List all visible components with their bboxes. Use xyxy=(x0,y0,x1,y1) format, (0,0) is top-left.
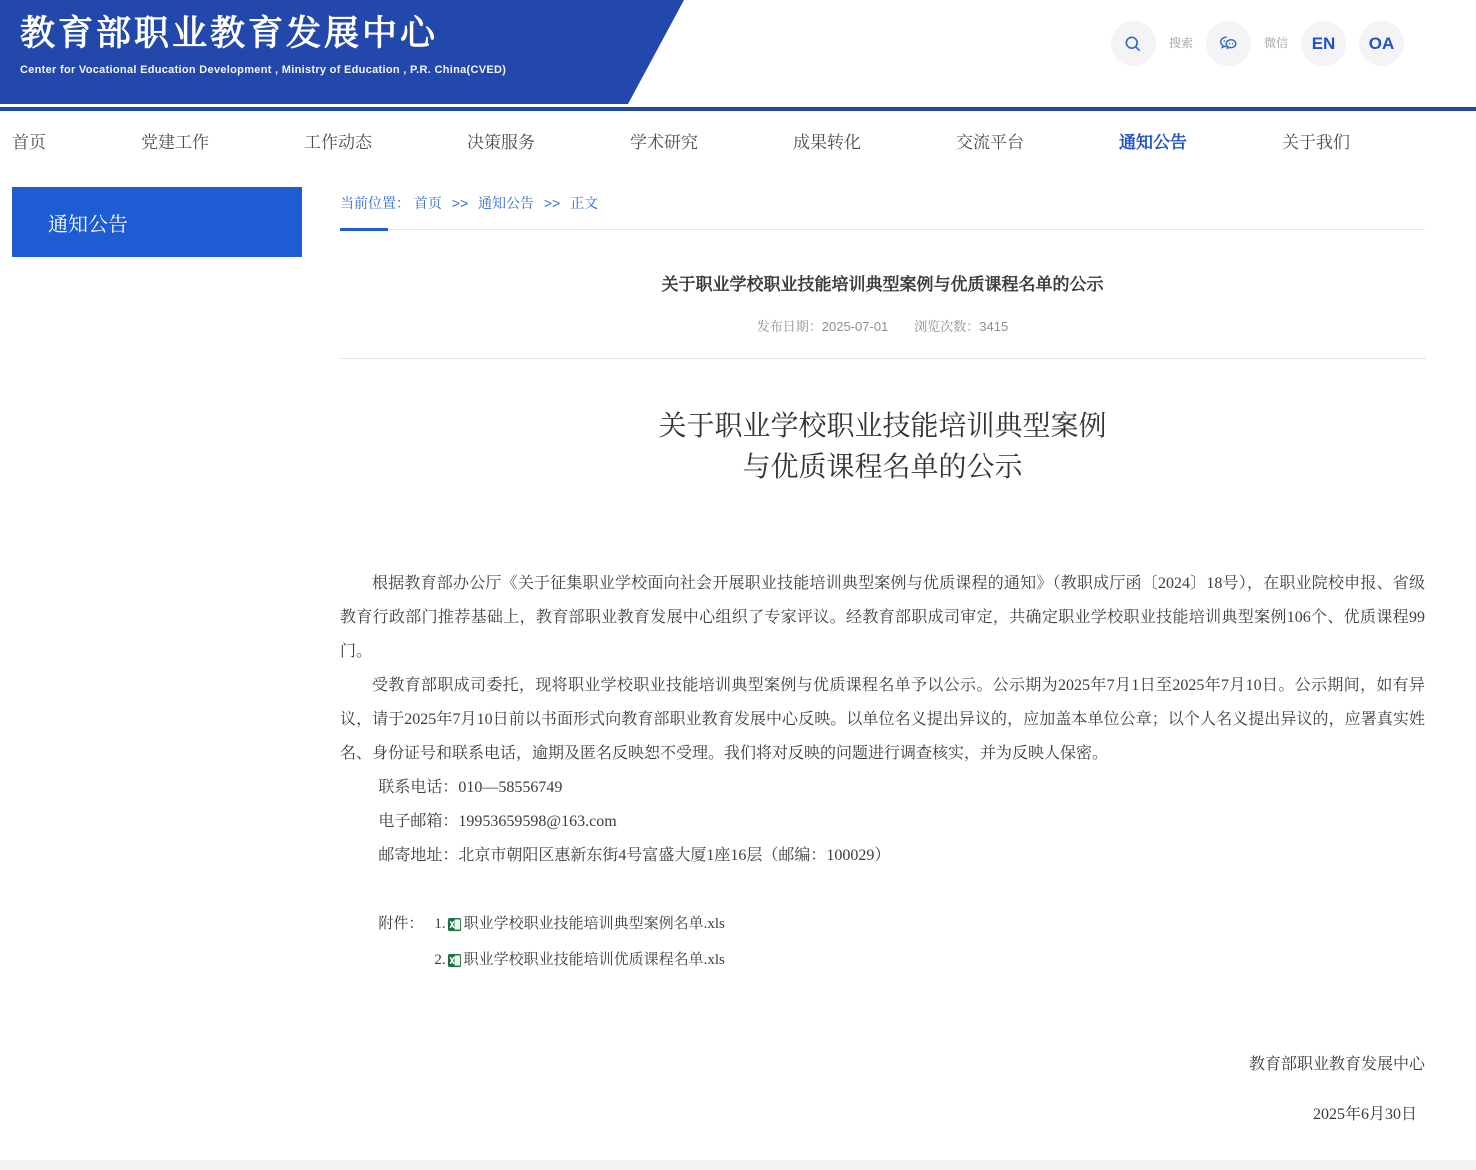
excel-file-icon xyxy=(447,953,462,968)
breadcrumb-separator: >> xyxy=(543,195,561,211)
site-logo[interactable] xyxy=(20,10,506,76)
article-meta xyxy=(340,316,1425,335)
nav-item-achievements[interactable]: 成果转化 xyxy=(793,132,861,152)
article-paragraph: 受教育部职成司委托，现将职业学校职业技能培训典型案例与优质课程名单予以公示。公示期为2025年7月1日至2025年7月10日。公示期间，如有异议，请于2025年7月10日前以书面形式向教育部职业教育发展中心反映。以单位名义提出异议的，应加盖本单位公章；以个人名义提出异议的，应署真实姓名、身份证号和联系电话，逾期及匿名反映恕不受理。我们将对反映的问题进行调查核实，并为反映人保密。 xyxy=(340,677,1425,762)
nav-item-about-us[interactable]: 关于我们 xyxy=(1282,132,1350,152)
site-subtitle: Center for Vocational Education Development , Ministry of Education , P.R. China(CVED) xyxy=(20,64,507,76)
sidebar-item-notices[interactable] xyxy=(12,187,302,257)
breadcrumb-item-home[interactable]: 首页 xyxy=(413,195,442,211)
site-title: 教育部职业教育发展中心 xyxy=(20,14,439,53)
attachment-link[interactable]: 职业学校职业技能培训典型案例名单.xls xyxy=(463,916,725,932)
english-site-label: EN xyxy=(1311,33,1336,53)
article-title-line1: 关于职业学校职业技能培训典型案例 xyxy=(658,410,1107,441)
article-title xyxy=(340,405,1425,487)
nav-item-academic-research[interactable]: 学术研究 xyxy=(630,132,698,152)
views-label: 浏览次数： xyxy=(914,319,980,334)
search-icon xyxy=(1123,34,1143,54)
attachment-link[interactable]: 职业学校职业技能培训优质课程名单.xls xyxy=(463,952,725,968)
main-area xyxy=(0,169,1476,1132)
attachment-number: 1. xyxy=(434,916,446,932)
breadcrumb xyxy=(340,193,1425,213)
main-navigation xyxy=(0,111,1476,169)
sidebar xyxy=(12,187,302,257)
article-signature xyxy=(340,1048,1425,1132)
search-label: 搜索 xyxy=(1168,36,1193,50)
article-list-title: 关于职业学校职业技能培训典型案例与优质课程名单的公示 xyxy=(661,275,1104,294)
attachments-section xyxy=(340,906,1425,978)
nav-item-home[interactable]: 首页 xyxy=(12,132,46,152)
attachment-number: 2. xyxy=(434,952,446,968)
header-toolbar xyxy=(1111,21,1404,66)
contact-email: 电子邮箱：19953659598@163.com xyxy=(378,813,617,830)
article-title-line2: 与优质课程名单的公示 xyxy=(742,451,1023,482)
signature-date: 2025年6月30日 xyxy=(1312,1106,1417,1123)
attachment-row xyxy=(378,942,1425,978)
contact-phone: 联系电话：010—58556749 xyxy=(378,779,563,796)
breadcrumb-item-notices[interactable]: 通知公告 xyxy=(478,195,535,211)
site-header xyxy=(0,0,1476,104)
nav-item-party-building[interactable]: 党建工作 xyxy=(141,132,209,152)
breadcrumb-label: 当前位置： xyxy=(340,195,410,211)
contact-address: 邮寄地址：北京市朝阳区惠新东街4号富盛大厦1座16层（邮编：100029） xyxy=(378,847,891,864)
attachment-row xyxy=(378,906,1425,942)
publish-date: 2025-07-01 xyxy=(821,319,889,334)
breadcrumb-divider-accent xyxy=(340,228,388,231)
attachments-label: 附件： xyxy=(378,916,424,932)
wechat-label: 微信 xyxy=(1263,36,1288,50)
wechat-icon xyxy=(1217,33,1239,55)
sidebar-item-label: 通知公告 xyxy=(48,213,128,236)
nav-item-exchange-platform[interactable]: 交流平台 xyxy=(956,132,1024,152)
article-paragraph: 根据教育部办公厅《关于征集职业学校面向社会开展职业技能培训典型案例与优质课程的通知》（教职成厅函〔2024〕18号），在职业院校申报、省级教育行政部门推荐基础上，教育部职业教育发展中心组织了专家评议。经教育部职成司审定，共确定职业学校职业技能培训典型案例106个、优质课程99门。 xyxy=(340,575,1425,660)
article-body xyxy=(340,567,1425,1132)
nav-item-work-updates[interactable]: 工作动态 xyxy=(304,132,372,152)
signature-org: 教育部职业教育发展中心 xyxy=(1248,1056,1425,1073)
publish-date-label: 发布日期： xyxy=(756,319,822,334)
breadcrumb-divider xyxy=(340,228,1425,230)
page-bottom-strip xyxy=(0,1160,1476,1170)
content-area xyxy=(340,193,1425,1132)
breadcrumb-item-current: 正文 xyxy=(570,195,599,211)
nav-item-notices[interactable]: 通知公告 xyxy=(1119,132,1187,152)
english-site-button[interactable] xyxy=(1301,21,1346,66)
excel-file-icon xyxy=(447,917,462,932)
dotted-separator xyxy=(340,358,1425,359)
oa-system-label: OA xyxy=(1368,33,1395,53)
breadcrumb-separator: >> xyxy=(451,195,469,211)
wechat-button[interactable] xyxy=(1206,21,1251,66)
search-button[interactable] xyxy=(1111,21,1156,66)
views-count: 3415 xyxy=(979,319,1009,334)
nav-item-policy-services[interactable]: 决策服务 xyxy=(467,132,535,152)
oa-system-button[interactable] xyxy=(1359,21,1404,66)
